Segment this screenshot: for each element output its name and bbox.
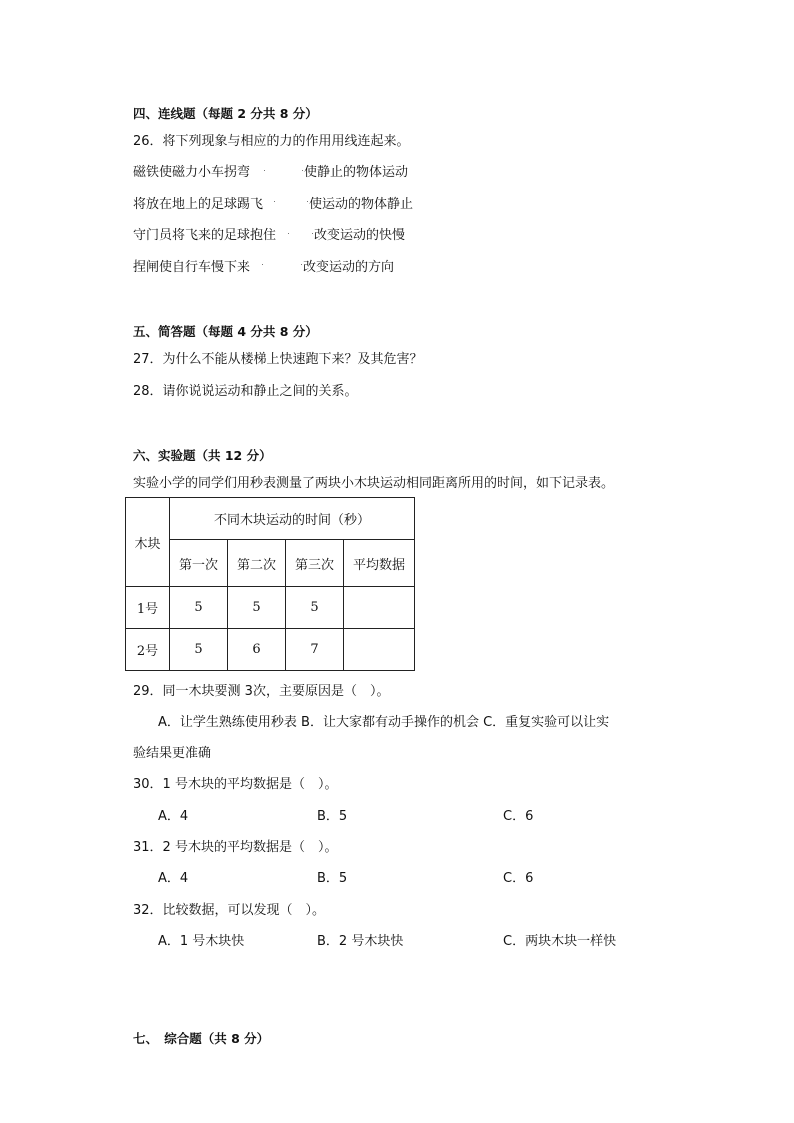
match-dot-right-3 <box>312 233 313 234</box>
question-26: 26．将下列现象与相应的力的作用用线连起来。 <box>133 134 410 149</box>
question-27: 27．为什么不能从楼梯上快速跑下来？及其危害？ <box>133 352 423 367</box>
question-30: 30．1 号木块的平均数据是（ ）。 <box>133 777 338 792</box>
section6-heading: 六、实验题（共 12 分） <box>133 448 272 463</box>
question-30-option-c: C．6 <box>503 809 534 824</box>
question-29-options-cont: 验结果更准确 <box>133 746 212 761</box>
question-31: 31．2 号木块的平均数据是（ ）。 <box>133 840 338 855</box>
table-cell: 7 <box>286 629 344 671</box>
section4-heading: 四、连线题（每题 2 分共 8 分） <box>133 106 318 121</box>
table-group-header: 不同木块运动的时间（秒） <box>170 498 415 540</box>
match-dot-right-2 <box>307 201 308 202</box>
question-29-options: A．让学生熟练使用秒表 B．让大家都有动手操作的机会 C．重复实验可以让实 <box>158 715 610 730</box>
column-header-trial3: 第三次 <box>286 540 344 587</box>
table-row <box>126 629 415 671</box>
row-label: 1号 <box>126 587 170 629</box>
question-31-option-a: A．4 <box>158 871 189 886</box>
question-32-option-b: B．2 号木块快 <box>317 934 404 949</box>
section7-heading: 七、 综合题（共 8 分） <box>133 1031 270 1046</box>
column-header-trial2: 第二次 <box>228 540 286 587</box>
question-32-option-c: C．两块木块一样快 <box>503 934 617 949</box>
section5-heading: 五、简答题（每题 4 分共 8 分） <box>133 324 318 339</box>
table-cell: 5 <box>170 587 228 629</box>
question-28: 28．请你说说运动和静止之间的关系。 <box>133 384 358 399</box>
question-31-option-c: C．6 <box>503 871 534 886</box>
experiment-intro: 实验小学的同学们用秒表测量了两块小木块运动相同距离所用的时间，如下记录表。 <box>133 476 615 491</box>
phenomenon-1: 磁铁使磁力小车拐弯 <box>133 165 251 180</box>
table-cell-blank <box>344 587 415 629</box>
question-30-option-a: A．4 <box>158 809 189 824</box>
match-dot-left-2 <box>274 201 275 202</box>
match-dot-left-4 <box>262 264 263 265</box>
table-cell: 5 <box>286 587 344 629</box>
effect-2: 使运动的物体静止 <box>309 197 414 212</box>
question-32: 32．比较数据，可以发现（ ）。 <box>133 903 326 918</box>
table-cell: 5 <box>170 629 228 671</box>
match-dot-left-3 <box>288 233 289 234</box>
row-label: 2号 <box>126 629 170 671</box>
phenomenon-3: 守门员将飞来的足球抱住 <box>133 228 277 243</box>
effect-3: 改变运动的快慢 <box>314 228 406 243</box>
table-row <box>126 587 415 629</box>
timing-record-table <box>125 497 415 671</box>
match-dot-right-4 <box>301 264 302 265</box>
phenomenon-2: 将放在地上的足球踢飞 <box>133 197 264 212</box>
question-29: 29．同一木块要测 3次，主要原因是（ ）。 <box>133 684 390 699</box>
table-cell: 5 <box>228 587 286 629</box>
phenomenon-4: 捏闸使自行车慢下来 <box>133 260 251 275</box>
match-dot-left-1 <box>264 170 265 171</box>
table-corner-cell: 木块 <box>126 498 170 587</box>
table-cell: 6 <box>228 629 286 671</box>
table-cell-blank <box>344 629 415 671</box>
effect-1: 使静止的物体运动 <box>304 165 409 180</box>
column-header-trial1: 第一次 <box>170 540 228 587</box>
effect-4: 改变运动的方向 <box>303 260 395 275</box>
question-32-option-a: A．1 号木块快 <box>158 934 245 949</box>
match-dot-right-1 <box>302 170 303 171</box>
question-30-option-b: B．5 <box>317 809 348 824</box>
question-31-option-b: B．5 <box>317 871 348 886</box>
column-header-average: 平均数据 <box>344 540 415 587</box>
